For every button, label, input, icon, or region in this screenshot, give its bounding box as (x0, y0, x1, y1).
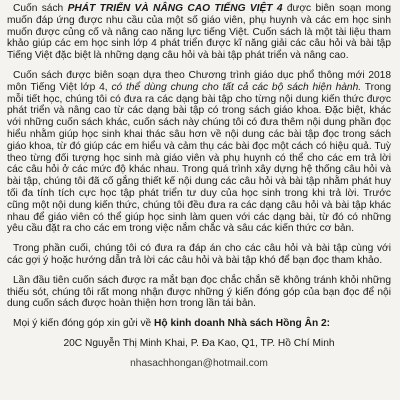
intro-text-b: được biên soạn mong muốn đáp ứng được nhu cầu của một số giáo viên, phụ huynh và các em học sinh muốn được củng cố và nâng cao năng lực tiếng Việt. Cuốn sách là một tài liệu tham khảo giúp các em học sinh lớp 4 phát triển được kĩ năng giải các câu hỏi và bài tập Tiếng Việt đặc biệt là những dạng câu hỏi và bài tập phát triển và nâng cao. (7, 3, 391, 62)
book-title: PHÁT TRIỂN VÀ NÂNG CAO TIẾNG VIỆT 4 (67, 3, 283, 14)
intro-text-a: Cuốn sách (13, 3, 68, 14)
feedback-paragraph (7, 275, 391, 310)
program-text-b: Trong mỗi tiết học, chúng tôi có đưa ra các dạng bài tập cho từng nội dung kiến thức được phát triển và nâng cao từ các dạng bài tập có trong sách giáo khoa. Đặc biệt, khác với những cuốn sách khác, cuốn sách này chúng tôi có đưa thêm nội dung phần đọc hiểu nhằm giúp học sinh khai thác sâu hơn về nội dung các bài tập đọc trong sách giáo khoa, từ đó giúp các em hiểu và cảm thụ các bài đọc một cách có hiệu quả. Tuỳ theo từng đối tượng học sinh mà giáo viên và phụ huynh có thể cho các em trả lời các câu hỏi ở các mức độ khác nhau. Trong quá trình xây dựng hệ thống câu hỏi và bài tập, chúng tôi đã cố gắng thiết kế nội dung các câu hỏi và bài tập nhằm phát huy tối đa tính tích cực học tập phát triển tư duy của học sinh trong khi trả lời. Trước cũng một nội dung kiến thức, chúng tôi đều đưa ra các dạng câu hỏi và bài tập khác nhau để giáo viên có thể giúp học sinh làm quen với các dạng bài, từ đó có những yêu cầu đặt ra cho các em trong việc nắm chắc và sâu các kiến thức cơ bản. (7, 81, 391, 235)
publisher-address: 20C Nguyễn Thị Minh Khai, P. Đa Kao, Q1, TP. Hồ Chí Minh (63, 337, 335, 349)
program-paragraph (7, 70, 391, 235)
program-italic-note: có thể dùng chung cho tất cả các bộ sách hiện hành. (111, 81, 362, 93)
program-text-a: Cuốn sách được biên soạn dựa theo Chương trình giáo dục phổ thông mới 2018 môn Tiếng Việt lớp 4, (7, 69, 391, 93)
publisher-name: Hộ kinh doanh Nhà sách Hồng Ân 2: (154, 318, 331, 330)
feedback-text: Lần đầu tiên cuốn sách được ra mắt bạn đọc chắc chắn sẽ không tránh khỏi những thiếu sót, chúng tôi rất mong nhận được những ý kiến đóng góp của bạn đọc để nội dung cuốn sách được hoàn thiện hơn trong lần tái bản. (7, 274, 391, 310)
publisher-email: nhasachhongan@hotmail.com (130, 357, 268, 369)
contact-line (7, 318, 391, 330)
answers-text: Trong phần cuối, chúng tôi có đưa ra đáp án cho các câu hỏi và bài tập cùng với các gợi ý hoặc hướng dẫn trả lời các câu hỏi và bài tập khó để bạn đọc tham khảo. (7, 243, 391, 266)
answers-paragraph (7, 243, 391, 267)
intro-paragraph (7, 3, 391, 62)
contact-lead: Mọi ý kiến đóng góp xin gửi về (13, 318, 155, 330)
